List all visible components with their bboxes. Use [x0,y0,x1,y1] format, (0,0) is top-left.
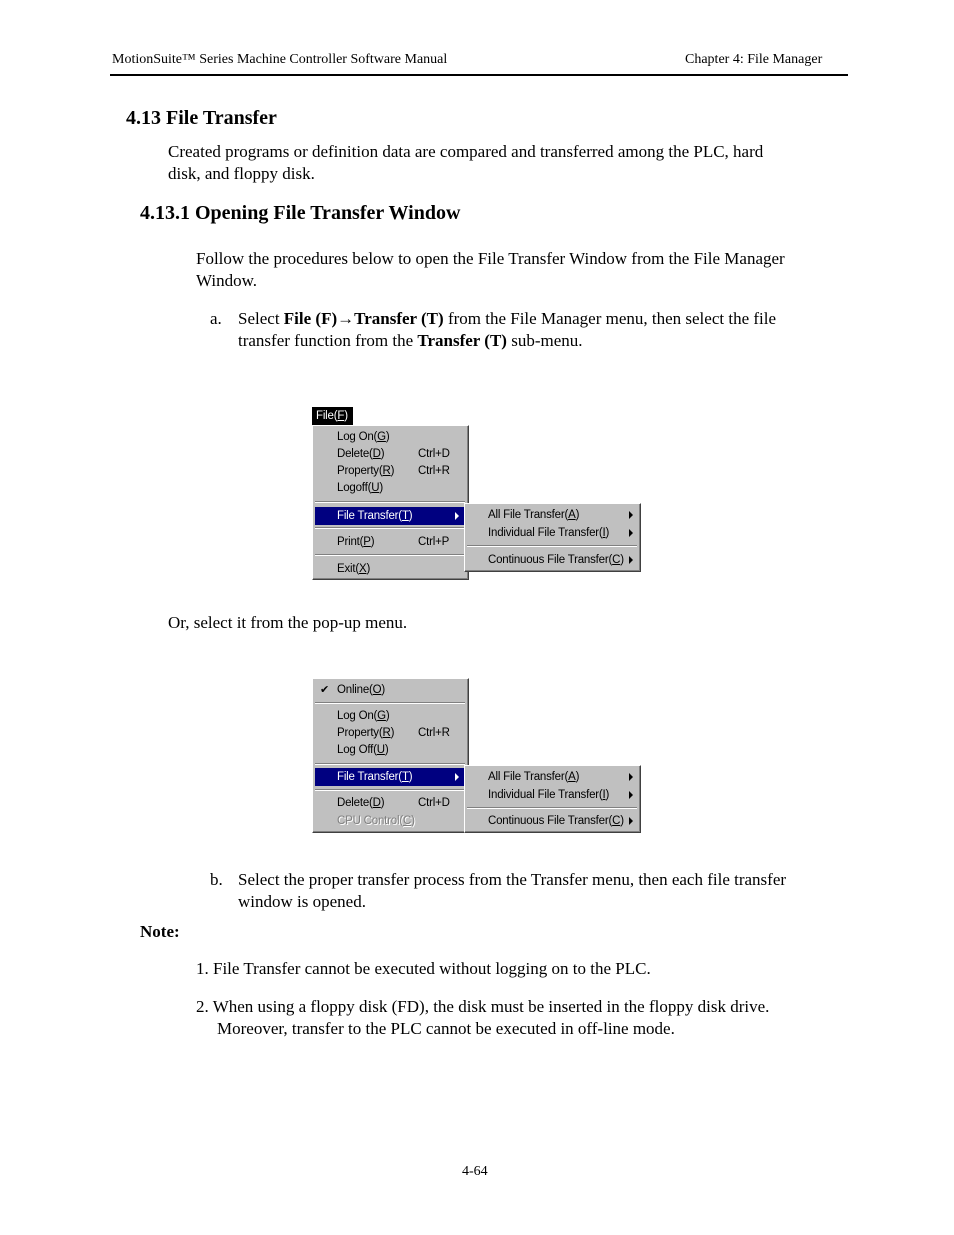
label-close: ) [385,710,390,722]
label: Log On( [337,431,378,443]
submenu-arrow-icon [455,512,459,520]
menu-separator [315,501,465,503]
label-close: ) [575,771,580,783]
step-a-t1: Select [238,309,284,328]
transfer-submenu-1 [464,503,641,572]
submenu-arrow-icon [629,817,633,825]
menu-separator [467,807,637,809]
label-close: ) [620,554,624,566]
accel-key: T [401,771,409,783]
step-b-line1: Select the proper transfer process from the Transfer menu, then each file transfer [238,870,787,889]
submenu-arrow-icon [629,511,633,519]
label: Log On( [337,710,378,722]
checkmark-icon: ✔ [320,684,330,696]
label-close: ) [366,563,371,575]
label-close: ) [390,727,395,739]
label-close: ) [370,536,375,548]
subsection-title: 4.13.1 Opening File Transfer Window [140,202,461,224]
shortcut: Ctrl+D [418,797,450,809]
section-title: 4.13 File Transfer [126,107,277,129]
label-close: ) [605,789,610,801]
accel-key: O [372,684,382,696]
label-close: ) [380,797,385,809]
label: File Transfer( [337,771,402,783]
label: Exit( [337,563,360,575]
menu-item-log-on[interactable] [315,707,465,725]
label: Delete( [337,797,373,809]
menu-item-exit[interactable] [315,560,465,578]
menu-separator [315,763,465,765]
note-item-2-line2: Moreover, transfer to the PLC cannot be executed in off-line mode. [217,1019,675,1038]
accel-key: D [372,797,381,809]
label-close: ) [575,509,580,521]
step-a-line1 [238,308,848,330]
page-number: 4-64 [462,1164,488,1179]
label: All File Transfer( [488,509,569,521]
label-close: ) [408,510,413,522]
accel-key: G [377,431,386,443]
step-a-t4: sub-menu. [506,331,583,350]
label-close: ) [605,527,610,539]
accel-key: C [402,815,412,827]
label: Property( [337,727,383,739]
label: CPU Control( [337,815,403,827]
running-header-title: MotionSuite™ Series Machine Controller Software Manual [112,52,448,67]
label-close: ) [411,815,415,827]
submenu-item-individual-file-transfer[interactable] [467,524,637,542]
section-intro-line1: Created programs or definition data are compared and transferred among the PLC, hard [168,142,764,161]
section-intro-line2: disk, and floppy disk. [168,164,315,183]
step-a-text [238,308,848,352]
label: Log Off( [337,744,377,756]
label: Logoff( [337,482,372,494]
header-rule [110,74,848,76]
accel-key: P [363,536,371,548]
label-close: ) [390,465,395,477]
running-header-chapter: Chapter 4: File Manager [685,52,823,67]
menu-item-log-on[interactable] [315,428,465,446]
menu-separator [315,527,465,529]
menu-item-online[interactable] [315,681,465,699]
accel-key: C [612,815,621,827]
file-menu-bar-item[interactable] [312,407,353,425]
menu-item-cpu-control [315,812,465,830]
submenu-item-continuous-file-transfer[interactable] [467,551,637,569]
label-close: ) [384,744,389,756]
subsection-para-line1: Follow the procedures below to open the File Transfer Window from the File Manager [196,249,785,268]
label: Delete( [337,448,373,460]
accel-key: C [612,554,621,566]
file-menu-bar-close: ) [344,410,348,422]
shortcut: Ctrl+R [418,727,450,739]
shortcut: Ctrl+D [418,448,450,460]
accel-key: D [372,448,381,460]
submenu-item-all-file-transfer[interactable] [467,506,637,524]
accel-key: R [382,465,391,477]
step-a-line2 [238,330,848,352]
menu-item-property[interactable] [315,462,465,480]
section-intro [168,141,763,185]
submenu-arrow-icon [629,529,633,537]
menu-separator [315,702,465,704]
subsection-para-line2: Window. [196,271,258,290]
popup-menu [312,678,469,833]
accel-key: A [568,509,576,521]
label-close: ) [379,482,383,494]
label: File Transfer( [337,510,402,522]
label-close: ) [408,771,413,783]
label: Individual File Transfer( [488,527,603,539]
accel-key: A [568,771,576,783]
shortcut: Ctrl+R [418,465,450,477]
label-close: ) [381,684,386,696]
label: All File Transfer( [488,771,569,783]
menu-item-file-transfer[interactable] [315,507,465,525]
transfer-submenu-2 [464,765,641,833]
note-item-1: 1. File Transfer cannot be executed without logging on to the PLC. [196,959,651,978]
accel-key: G [377,710,386,722]
accel-key: U [371,482,380,494]
menu-separator [315,554,465,556]
label-close: ) [385,431,390,443]
file-menu-dropdown [312,425,469,580]
menu-separator [315,789,465,791]
menu-item-log-off[interactable] [315,741,465,759]
label: Continuous File Transfer( [488,554,613,566]
step-b-text [238,869,848,913]
step-a-b1: File (F)→Transfer (T) [283,309,444,328]
label: Individual File Transfer( [488,789,603,801]
submenu-arrow-icon [629,791,633,799]
step-a-marker: a. [210,309,222,328]
submenu-item-continuous-file-transfer[interactable] [467,812,637,830]
submenu-item-individual-file-transfer[interactable] [467,786,637,804]
step-a-t3: transfer function from the [238,331,418,350]
label: Continuous File Transfer( [488,815,613,827]
label: Online( [337,684,373,696]
step-b-line2: window is opened. [238,892,366,911]
submenu-arrow-icon [455,773,459,781]
subsection-paragraph [196,248,785,292]
accel-key: U [376,744,385,756]
step-b-marker: b. [210,870,223,889]
menu-item-print[interactable] [315,533,465,551]
submenu-arrow-icon [629,773,633,781]
note-item-2-line1: 2. When using a floppy disk (FD), the disk must be inserted in the floppy disk drive. [196,997,770,1016]
menu-item-property[interactable] [315,724,465,742]
accel-key: R [382,727,391,739]
shortcut: Ctrl+P [418,536,450,548]
label-close: ) [380,448,385,460]
menu-item-file-transfer[interactable] [315,768,465,786]
popup-intro-text: Or, select it from the pop-up menu. [168,613,408,632]
step-a-b2: Transfer (T) [417,331,507,350]
label-close: ) [620,815,624,827]
menu-item-delete[interactable] [315,794,465,812]
step-a-t2: from the File Manager menu, then select the file [443,309,777,328]
note-label: Note: [140,922,180,941]
menu-separator [467,545,637,547]
label: Property( [337,465,383,477]
file-menu-bar-key: F [337,410,345,422]
label: Print( [337,536,364,548]
accel-key: I [602,789,606,801]
accel-key: X [359,563,367,575]
accel-key: I [602,527,606,539]
menu-item-delete[interactable] [315,445,465,463]
file-menu-bar-label: File( [316,410,338,422]
menu-item-logoff[interactable] [315,479,465,497]
submenu-arrow-icon [629,556,633,564]
submenu-item-all-file-transfer[interactable] [467,768,637,786]
accel-key: T [401,510,409,522]
note-item-2 [196,996,769,1040]
